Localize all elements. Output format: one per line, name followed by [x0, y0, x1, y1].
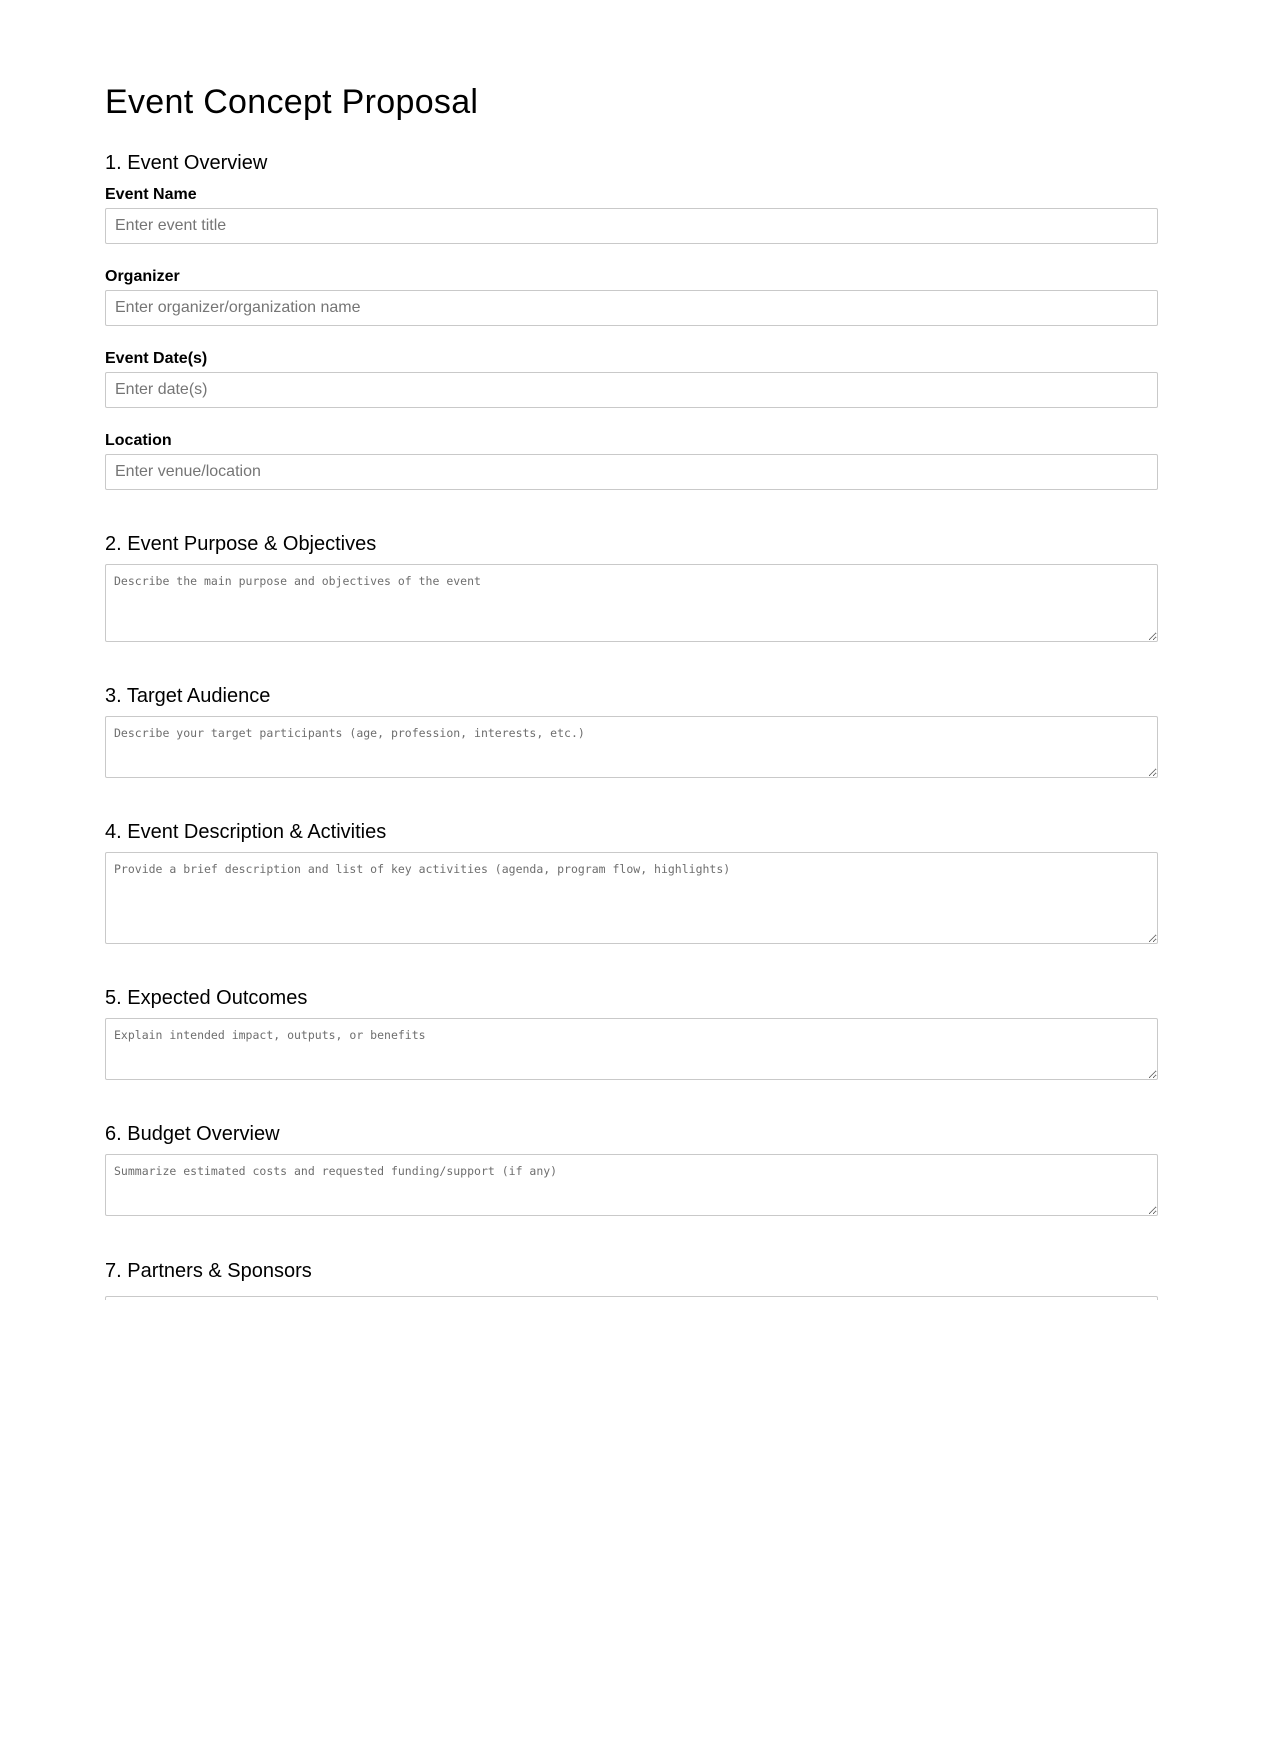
organizer-label: Organizer	[105, 268, 180, 285]
target-audience-textarea[interactable]	[105, 716, 1158, 778]
partners-sponsors-textarea-clipped[interactable]	[105, 1296, 1158, 1300]
location-label: Location	[105, 432, 172, 449]
location-input[interactable]	[105, 454, 1158, 490]
section-heading-description-activities: 4. Event Description & Activities	[105, 821, 387, 843]
purpose-objectives-textarea[interactable]	[105, 564, 1158, 642]
description-activities-textarea[interactable]	[105, 852, 1158, 944]
section-heading-expected-outcomes: 5. Expected Outcomes	[105, 987, 308, 1009]
partners-sponsors-textarea-edge[interactable]	[105, 1296, 1158, 1300]
event-name-input[interactable]	[105, 208, 1158, 244]
section-heading-target-audience: 3. Target Audience	[105, 685, 271, 707]
section-heading-event-overview: 1. Event Overview	[105, 152, 268, 174]
expected-outcomes-textarea[interactable]	[105, 1018, 1158, 1080]
page-title: Event Concept Proposal	[105, 83, 479, 121]
event-dates-label: Event Date(s)	[105, 350, 208, 367]
budget-overview-textarea[interactable]	[105, 1154, 1158, 1216]
event-name-label: Event Name	[105, 186, 197, 203]
section-heading-purpose-objectives: 2. Event Purpose & Objectives	[105, 533, 377, 555]
section-heading-partners-sponsors: 7. Partners & Sponsors	[105, 1260, 312, 1282]
organizer-input[interactable]	[105, 290, 1158, 326]
event-dates-input[interactable]	[105, 372, 1158, 408]
section-heading-budget-overview: 6. Budget Overview	[105, 1123, 280, 1145]
